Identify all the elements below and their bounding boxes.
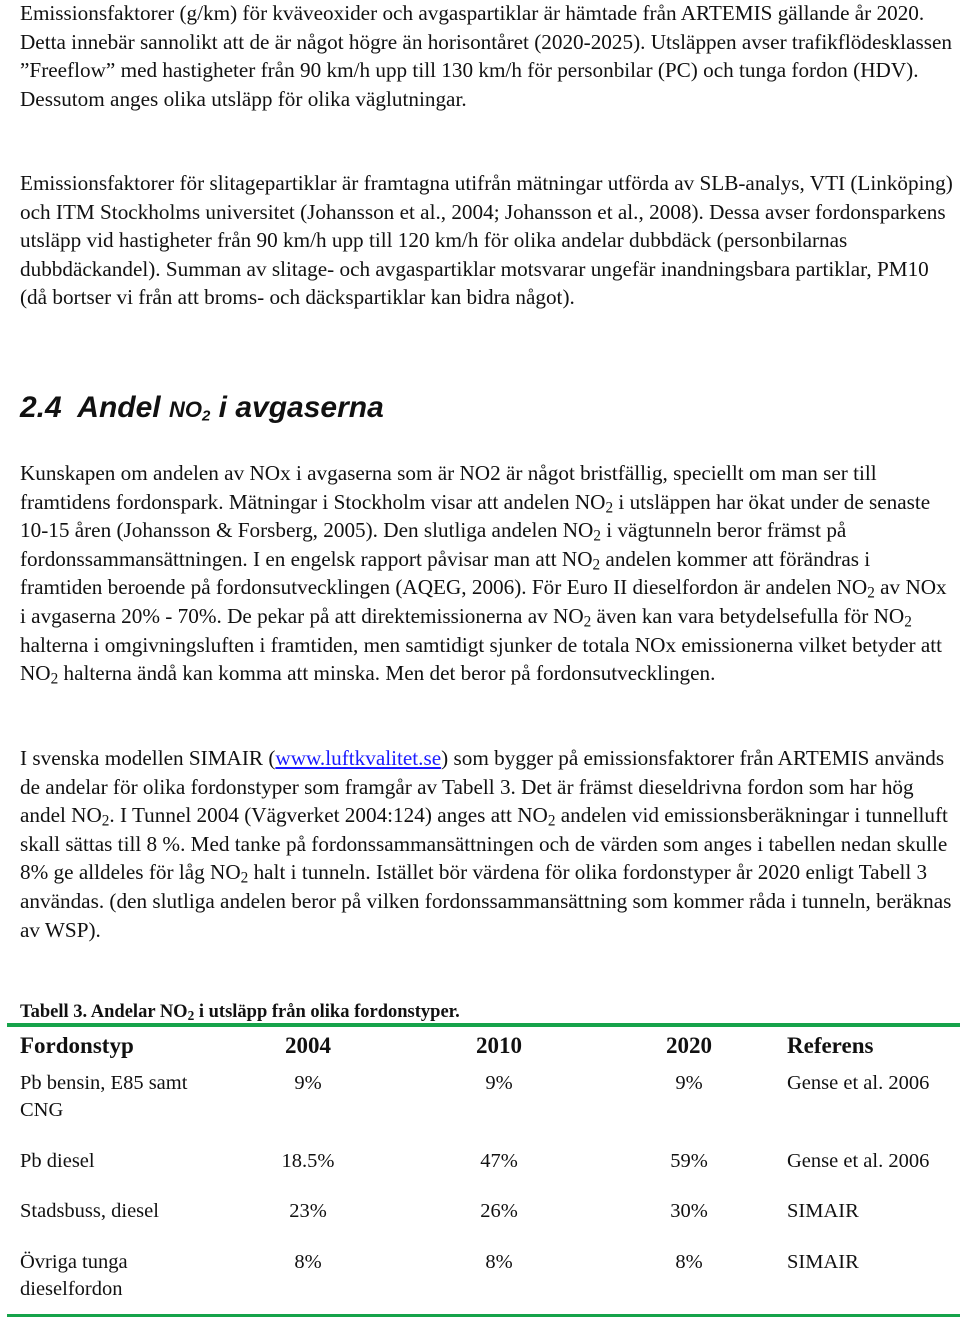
heading-text-after: i avgaserna — [218, 391, 384, 424]
cell-fordonstyp: Stadsbuss, diesel — [20, 1200, 159, 1222]
cell-referens: SIMAIR — [787, 1251, 859, 1273]
cell-2004: 18.5% — [281, 1150, 335, 1172]
no2-share-table — [7, 1023, 960, 1300]
header-2004: 2004 — [285, 1033, 331, 1058]
paragraph-no2-share: Kunskapen om andelen av NOx i avgaserna som är NO2 är något bristfällig, speciellt om man ser till framtidens fordonspark. Mätningar i Stockholm visar att andelen $NO_2$ i utsläppen har ökat under de senaste 10-15 åren (Johansson & Forsberg, 2005). Den slutliga andelen $NO_2$ i vägtunneln beror främst på fordonssammansättningen. I en engelsk rapport påvisar man att $NO_2$ andelen kommer att förändras i framtiden beroende på fordonsutvecklingen (AQEG, 2006). För Euro II dieselfordon är andelen $NO_2$ av NOx i avgaserna 20% - 70%. De pekar på att direktemissionerna av $NO_2$ även kan vara betydelsefulla för $NO_2$ halterna i omgivningsluften i framtiden, men samtidigt sjunker de totala NOx emissionerna vilket betyder att $NO_2$ halterna ändå kan komma att minska. Men det beror på fordonsutvecklingen. — [20, 461, 947, 688]
cell-fordonstyp: Pb bensin, E85 samt CNG — [20, 1072, 188, 1121]
header-fordonstyp: Fordonstyp — [20, 1033, 134, 1058]
cell-2010: 9% — [485, 1072, 513, 1094]
cell-referens: SIMAIR — [787, 1200, 859, 1222]
cell-referens: Gense et al. 2006 — [787, 1150, 930, 1172]
cell-2020: 30% — [670, 1200, 708, 1222]
cell-referens: Gense et al. 2006 — [787, 1072, 930, 1094]
table-header-row — [7, 1029, 960, 1063]
cell-2010: 26% — [480, 1200, 518, 1222]
cell-2004: 8% — [294, 1251, 322, 1273]
cell-2020: 59% — [670, 1150, 708, 1172]
header-2010: 2010 — [476, 1033, 522, 1058]
header-2020: 2020 — [666, 1033, 712, 1058]
cell-2010: 47% — [480, 1150, 518, 1172]
luftkvalitet-link[interactable]: www.luftkvalitet.se — [275, 746, 442, 770]
table-top-rule — [7, 1023, 960, 1027]
cell-2020: 8% — [675, 1251, 703, 1273]
cell-2004: 9% — [294, 1072, 322, 1094]
heading-text-before: Andel — [77, 391, 161, 424]
table-bottom-rule — [7, 1314, 960, 1317]
paragraph-wear-particles: Emissionsfaktorer för slitagepartiklar är framtagna utifrån mätningar utförda av SLB-analys, VTI (Linköping) och ITM Stockholms universitet (Johansson et al., 2004; Johansson et al., 2008). Dessa avser fordonsparkens utsläpp vid hastigheter från 90 km/h upp till 120 km/h för olika andelar dubbdäck (personbilarnas dubbdäckandel). Summan av slitage- och avgaspartiklar motsvarar ungefär inandningsbara partiklar, PM10 (då bortser vi från att broms- och däckspartiklar kan bidra något). — [20, 171, 953, 310]
section-heading — [20, 388, 384, 430]
heading-chem: $NO_2$ — [168, 397, 211, 425]
section-number: 2.4 — [20, 391, 62, 424]
table-caption: Tabell 3. Andelar $NO_2$ i utsläpp från olika fordonstyper. — [20, 1002, 460, 1023]
paragraph-emission-factors-nox: Emissionsfaktorer (g/km) för kväveoxider och avgaspartiklar är hämtade från ARTEMIS gällande år 2020. Detta innebär sannolikt att de är något högre än horisontåret (2020-2025). Utsläppen avser trafikflödesklassen ”Freeflow” med hastigheter från 90 km/h upp till 130 km/h för personbilar (PC) och tunga fordon (HDV). Dessutom anges olika utsläpp för olika väglutningar. — [20, 1, 952, 111]
paragraph-simair: I svenska modellen SIMAIR (www.luftkvalitet.se) som bygger på emissionsfaktorer från ARTEMIS används de andelar för olika fordonstyper som framgår av Tabell 3. Det är främst dieseldrivna fordon som har hög andel $NO_2$. I Tunnel 2004 (Vägverket 2004:124) anges att $NO_2$ andelen vid emissionsberäkningar i tunnelluft skall sättas till 8 %. Med tanke på fordonssammansättningen och de värden som anges i tabellen nedan skulle 8% ge alldeles för låg $NO_2$ halt i tunneln. Istället bör värdena för olika fordonstyper år 2020 enligt Tabell 3 användas. (den slutliga andelen beror på vilken fordonssammansättning som kommer råda i tunneln, beräknas av WSP). — [20, 746, 952, 942]
cell-2004: 23% — [289, 1200, 327, 1222]
cell-fordonstyp: Pb diesel — [20, 1150, 95, 1172]
header-referens: Referens — [787, 1033, 874, 1058]
cell-2020: 9% — [675, 1072, 703, 1094]
cell-2010: 8% — [485, 1251, 513, 1273]
cell-fordonstyp: Övriga tunga dieselfordon — [20, 1251, 128, 1300]
